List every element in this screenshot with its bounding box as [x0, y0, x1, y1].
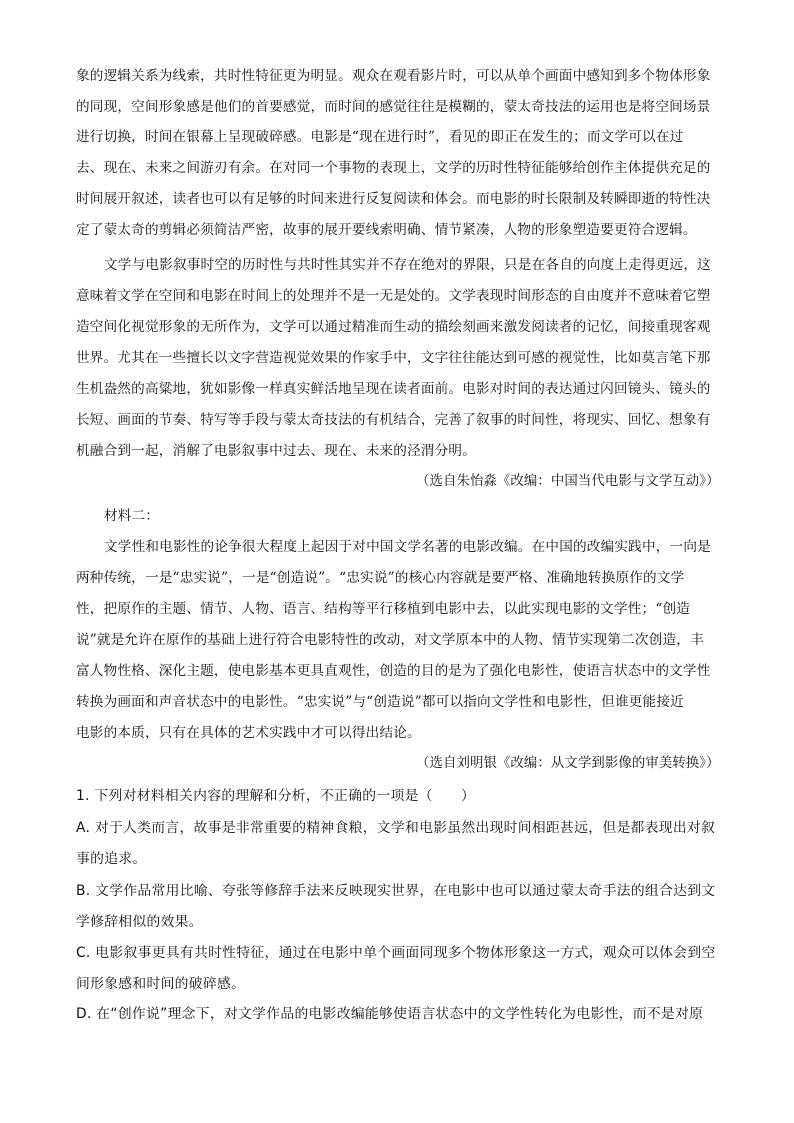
material2-line: 转换为画面和声音状态中的电影性。“忠实说”与“创造说”都可以指向文学性和电影性，但谁更能接近 — [76, 694, 684, 710]
material2-line: 说”就是允许在原作的基础上进行符合电影特性的改动，对文学原本中的人物、情节实现第二次创造，丰 — [76, 632, 704, 648]
source-citation-2: （选自刘明银《改编：从文学到影像的审美转换》） — [416, 756, 720, 771]
passage-line: 文学与电影叙事时空的历时性与共时性其实并不存在绝对的界限，只是在各自的向度上走得更远，这 — [104, 257, 711, 273]
material2-line: 文学性和电影性的论争很大程度上起因于对中国文学名著的电影改编。在中国的改编实践中，一向是 — [104, 539, 711, 555]
source-citation-1: （选自朱怡淼《改编：中国当代电影与文学互动》） — [416, 474, 720, 489]
passage-line: 机融合到一起，消解了电影叙事中过去、现在、未来的泾渭分明。 — [76, 443, 477, 459]
passage-line: 意味着文学在空间和电影在时间上的处理并不是一无是处的。文学表现时间形态的自由度并不意味着它塑 — [76, 288, 711, 304]
option-a-line: 事的追求。 — [76, 851, 147, 867]
material2-line: 电影的本质，只有在具体的艺术实践中才可以得出结论。 — [76, 725, 421, 741]
passage-line: 象的逻辑关系为线索，共时性特征更为明显。观众在观看影片时，可以从单个画面中感知到多个物体形象 — [76, 68, 711, 84]
passage-line: 造空间化视觉形象的无所作为，文学可以通过精准而生动的描绘刻画来激发阅读者的记忆，间接重现客观 — [76, 319, 711, 335]
passage-line: 进行切换，时间在银幕上呈现破碎感。电影是“现在进行时”，看见的即正在发生的；而文学可以在过 — [76, 129, 684, 145]
passage-line: 长短、画面的节奏、特写等手段与蒙太奇技法的有机结合，完善了叙事的时间性，将现实、回忆、想象有 — [76, 412, 711, 428]
passage-line: 生机盎然的高粱地，犹如影像一样真实鲜活地呈现在读者面前。电影对时间的表达通过闪回镜头、镜头的 — [76, 381, 711, 397]
option-c-line: C. 电影叙事更具有共时性特征，通过在电影中单个画面同现多个物体形象这一方式，观众可以体会到空 — [76, 945, 716, 961]
passage-line: 去、现在、未来之间游刃有余。在对同一个事物的表现上，文学的历时性特征能够给创作主体提供充足的 — [76, 160, 711, 176]
material2-line: 两种传统，一是“忠实说”，一是“创造说”。“忠实说”的核心内容就是要严格、准确地转换原作的文学 — [76, 570, 685, 586]
material2-line: 富人物性格、深化主题，使电影基本更具直观性，创造的目的是为了强化电影性，使语言状态中的文学性 — [76, 663, 711, 679]
option-c-line: 间形象感和时间的破碎感。 — [76, 976, 246, 992]
question-stem: 1. 下列对材料相关内容的理解和分析，不正确的一项是（ ） — [76, 788, 476, 804]
passage-line: 定了蒙太奇的剪辑必须简洁严密，故事的展开要线索明确、情节紧凑，人物的形象塑造要更符合逻辑。 — [76, 222, 697, 238]
option-d-line: D. 在“创作说”理念下，对文学作品的电影改编能够使语言状态中的文学性转化为电影性，而不是对原 — [76, 1006, 704, 1022]
passage-line: 时间展开叙述，读者也可以有足够的时间来进行反复阅读和体会。而电影的时长限制及转瞬即逝的特性决 — [76, 191, 711, 207]
option-b-line: 学修辞相似的效果。 — [76, 914, 203, 930]
option-a-line: A. 对于人类而言，故事是非常重要的精神食粮，文学和电影虽然出现时间相距甚远，但是都表现出对叙 — [76, 820, 716, 836]
material2-label: 材料二： — [104, 508, 160, 524]
passage-line: 的同现，空间形象感是他们的首要感觉，而时间的感觉往往是模糊的，蒙太奇技法的运用也是将空间场景 — [76, 99, 711, 115]
option-b-line: B. 文学作品常用比喻、夸张等修辞手法来反映现实世界，在电影中也可以通过蒙太奇手法的组合达到文 — [76, 883, 716, 899]
passage-line: 世界。尤其在一些擅长以文字营造视觉效果的作家手中，文字往往能达到可感的视觉性，比如莫言笔下那 — [76, 350, 711, 366]
material2-line: 性，把原作的主题、情节、人物、语言、结构等平行移植到电影中去，以此实现电影的文学性；“创造 — [76, 601, 691, 617]
